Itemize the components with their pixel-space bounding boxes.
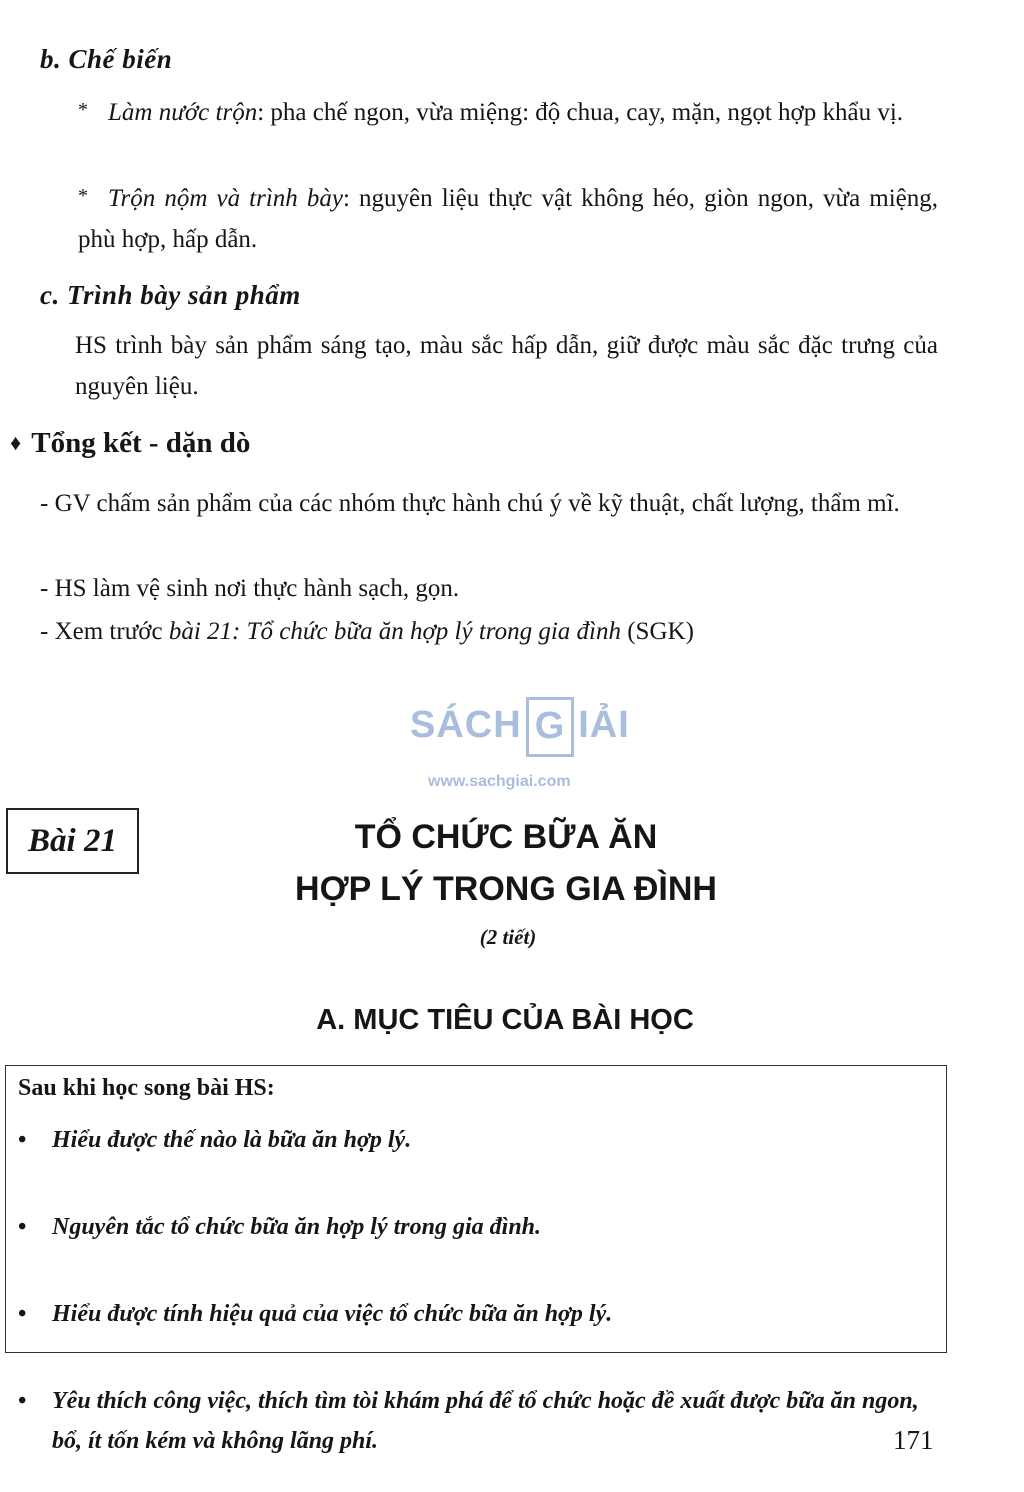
summary-item-cleanup: - HS làm vệ sinh nơi thực hành sạch, gọn. [40,575,460,602]
item-dressing-label: Làm nước trộn [108,99,258,126]
watermark-logo [410,697,630,757]
bullet-icon: • [18,1127,27,1153]
item-mixing [78,176,938,260]
objective-item [18,1294,952,1334]
heading-c-presentation: c. Trình bày sản phẩm [40,280,301,310]
watermark-g-box: G [526,697,575,757]
item-dressing [78,90,938,133]
objective-text: Nguyên tắc tổ chức bữa ăn hợp lý trong gia đình. [52,1214,542,1240]
summary-item-grading: - GV chấm sản phẩm của các nhóm thực hành chú ý về kỹ thuật, chất lượng, thẩm mĩ. [40,490,900,517]
objective-item [18,1120,952,1160]
objective-text: Hiểu được tính hiệu quả của việc tổ chức bữa ăn hợp lý. [52,1301,613,1327]
heading-b-processing: b. Chế biến [40,44,173,74]
bullet-icon: • [18,1388,27,1414]
summary-item-preview [40,611,938,652]
summary-heading-text: Tổng kết - dặn dò [31,427,251,459]
lesson-title-line1: TỔ CHỨC BỮA ĂN [354,818,658,856]
asterisk-marker: * [78,99,88,121]
bullet-icon: • [18,1301,27,1327]
page-number: 171 [893,1425,934,1455]
preview-lesson-ref: bài 21: Tổ chức bữa ăn hợp lý trong gia đình [168,618,621,645]
objectives-heading: A. MỤC TIÊU CỦA BÀI HỌC [316,1004,694,1036]
preview-suffix: (SGK) [620,618,694,645]
diamond-icon: ♦ [10,430,22,455]
item-mixing-text: : nguyên liệu thực vật không héo, giòn ngon, vừa miệng, phù hợp, hấp dẫn. [78,185,939,253]
lesson-title-line2: HỢP LÝ TRONG GIA ĐÌNH [295,870,717,908]
objectives-intro: Sau khi học song bài HS: [18,1075,275,1101]
presentation-text: HS trình bày sản phẩm sáng tạo, màu sắc hấp dẫn, giữ được màu sắc đặc trưng của nguyên liệu. [75,332,938,400]
watermark-right: IẢI [578,704,630,747]
watermark-url: www.sachgiai.com [428,773,571,790]
lesson-periods: (2 tiết) [479,925,537,949]
lesson-number-box: Bài 21 [6,808,139,874]
asterisk-marker: * [78,185,88,207]
item-mixing-label: Trộn nộm và trình bày [108,185,343,212]
item-dressing-text: : pha chế ngon, vừa miệng: độ chua, cay, mặn, ngọt hợp khẩu vị. [257,99,904,126]
objective-item [18,1207,952,1247]
summary-heading [10,427,250,460]
watermark-left: SÁCH [410,704,522,747]
preview-prefix: - Xem trước [40,618,169,645]
bullet-icon: • [18,1214,27,1240]
objective-text: Hiểu được thế nào là bữa ăn hợp lý. [52,1127,412,1153]
objective-item [18,1381,952,1461]
objective-text: Yêu thích công việc, thích tìm tòi khám phá để tổ chức hoặc đề xuất được bữa ăn ngon, bổ, ít tốn kém và không lãng phí. [52,1388,919,1454]
